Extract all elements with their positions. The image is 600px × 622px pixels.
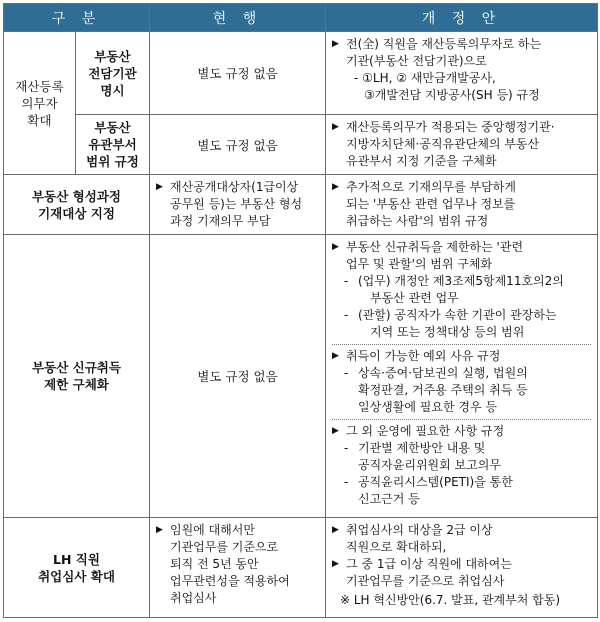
table-row [4,175,598,235]
current-cell: 별도 규정 없음 [150,235,326,518]
category-asset-registration: 재산등록 의무자 확대 [4,32,76,175]
proposal-cell: ▶ 취업심사의 대상을 2급 이상 직원으로 확대하되, ▶ 그 중 1급 이상 직원에 대하여는 기관업무를 기준으로 취업심사 ※ LH 혁신방안(6.7. 발표, 관계부처 합동) [326,518,598,618]
header-proposal: 개 정 안 [326,4,598,32]
table-row [4,115,598,175]
bullet-icon: ▶ [332,426,339,436]
header-category: 구 분 [4,4,150,32]
category-formation-record: 부동산 형성과정 기재대상 지정 [4,175,150,235]
header-row [4,4,598,32]
bullet-icon: ▶ [332,559,339,569]
dash-icon: - [344,475,349,489]
table-row [4,235,598,518]
proposal-cell: ▶ 재산등록의무가 적용되는 중앙행정기관· 지방자치단체·공직유관단체의 부동산 유관부서 지정 기준을 구체화 [326,115,598,175]
bullet-icon: ▶ [332,182,339,192]
footnote: ※ LH 혁신방안(6.7. 발표, 관계부처 합동) [340,593,561,607]
proposal-block: ▶ 그 외 운영에 필요한 사항 규정 - 기관별 제한방안 내용 및 공직자윤리위원회 보고의무 - 공직윤리시스템(PETI)을 통한 신고근거 등 [332,419,591,508]
proposal-cell [326,235,598,518]
bullet-icon: ▶ [332,525,339,535]
dash-icon: - [344,274,349,288]
proposal-cell: ▶ 추가적으로 기재의무를 부담하게 되는 '부동산 관련 업무나 정보를 취급하는 사람'의 범위 규정 [326,175,598,235]
bullet-icon: ▶ [332,351,339,361]
proposal-block: ▶ 부동산 신규취득을 제한하는 '관련 업무 및 관할'의 범위 구체화 - (업무) 개정안 제3조제5항제11호의2의 부동산 관련 업무 - (관할) 공직자가 속한 기관이 관장하는 지역 또는 정책대상 등의 범위 [332,240,564,339]
comparison-table [3,3,598,618]
table-row [4,518,598,618]
table-row [4,32,598,115]
proposal-block: ▶ 취득이 가능한 예외 사유 규정 - 상속·증여·담보권의 실행, 법원의 확정판결, 거주용 주택의 취득 등 일상생활에 필요한 경우 등 [332,344,591,416]
header-current: 현 행 [150,4,326,32]
current-cell: ▶ 임원에 대해서만 기관업무를 기준으로 퇴직 전 5년 동안 업무관련성을 적용하여 취업심사 [150,518,326,618]
proposal-cell: ▶ 전(全) 직원을 재산등록의무자로 하는 기관(부동산 전담기관)으로 - ①LH, ② 새만금개발공사, ③개발전담 지방공사(SH 등) 규정 [326,32,598,115]
subcategory-related-department: 부동산 유관부서 범위 규정 [76,115,150,175]
dash-icon: - [344,441,349,455]
current-cell: 별도 규정 없음 [150,32,326,115]
bullet-icon: ▶ [156,525,163,535]
subcategory-dedicated-agency: 부동산 전담기관 명시 [76,32,150,115]
category-lh-employment-review: LH 직원 취업심사 확대 [4,518,150,618]
bullet-icon: ▶ [156,182,163,192]
bullet-icon: ▶ [332,122,339,132]
bullet-icon: ▶ [332,39,339,49]
dash-icon: - [344,308,349,322]
current-cell: ▶ 재산공개대상자(1급이상 공무원 등)는 부동산 형성 과정 기재의무 부담 [150,175,326,235]
current-cell: 별도 규정 없음 [150,115,326,175]
dash-icon: - [344,366,349,380]
bullet-icon: ▶ [332,242,339,252]
category-acquisition-limit: 부동산 신규취득 제한 구체화 [4,235,150,518]
